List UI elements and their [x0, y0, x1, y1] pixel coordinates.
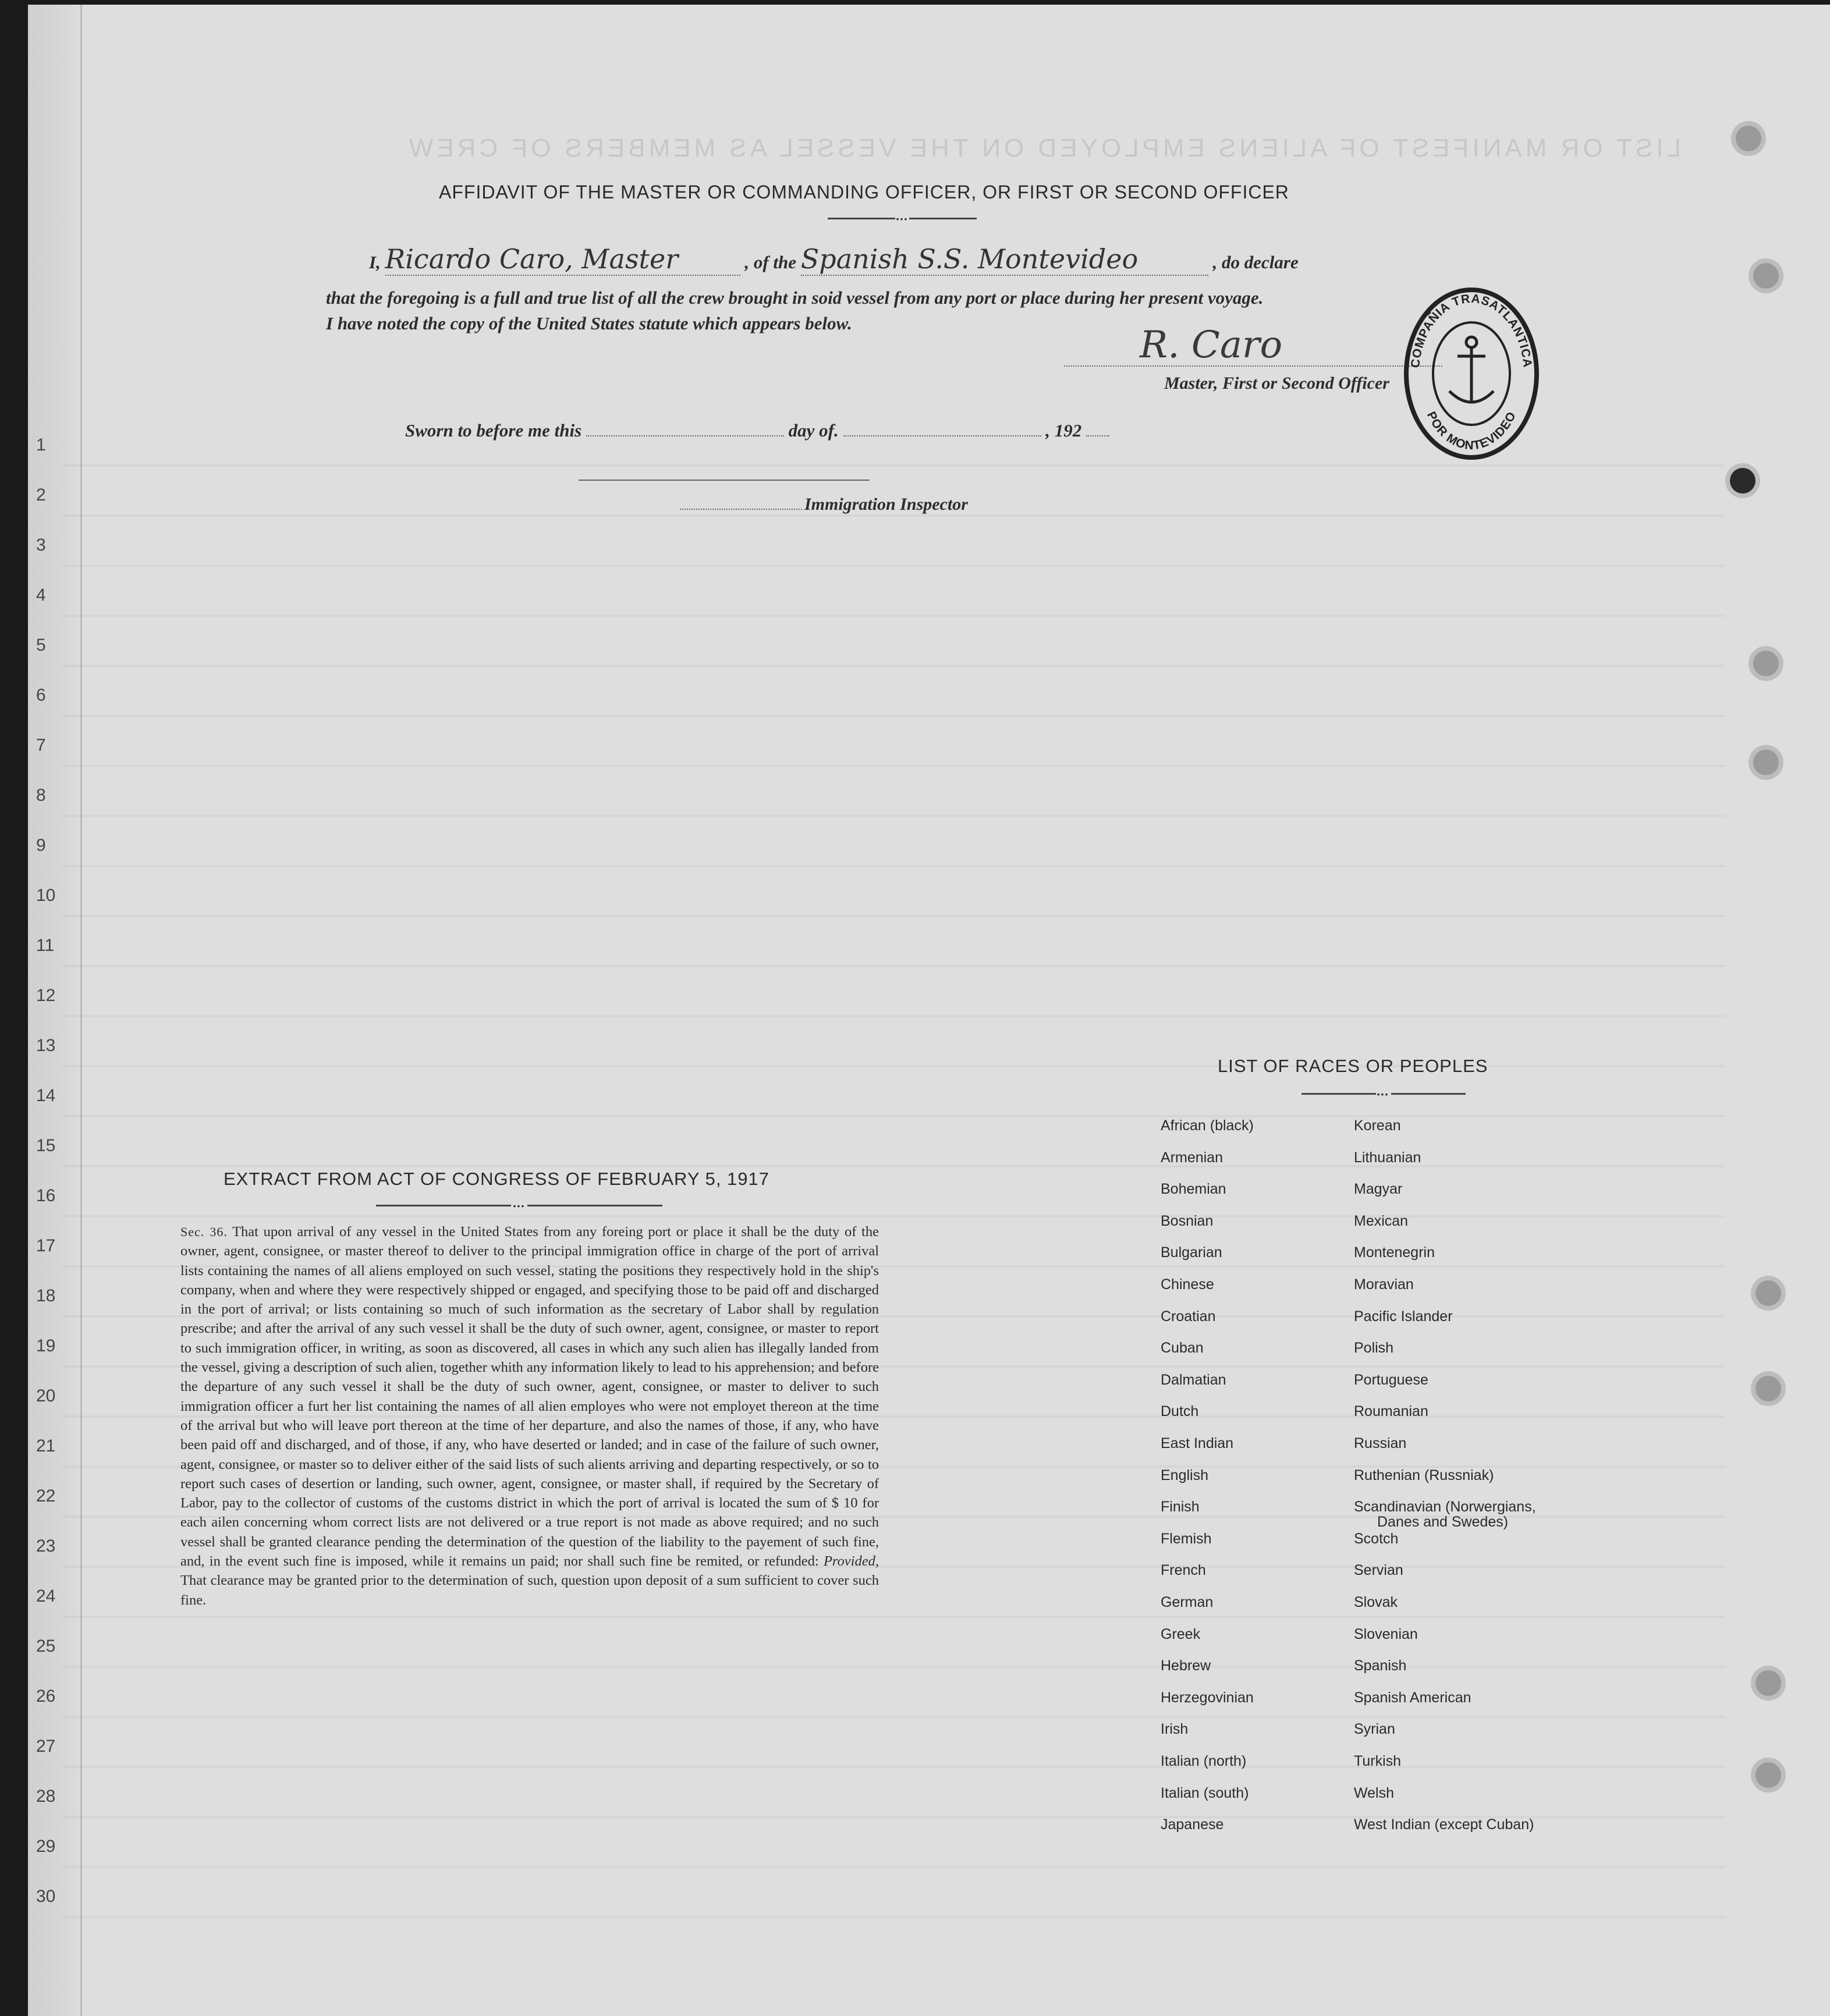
extract-title: EXTRACT FROM ACT OF CONGRESS OF FEBRUARY 5, 1917 — [224, 1169, 770, 1189]
margin-row-number: 17 — [36, 1236, 56, 1255]
races-title-rule — [1301, 1093, 1376, 1095]
margin-row-number: 6 — [36, 686, 46, 705]
margin-row-number: 20 — [36, 1386, 56, 1405]
bleed-through-header: LIST OR MANIFEST OF ALIENS EMPLOYED ON THE VESSEL AS MEMBERS OF CREW — [405, 134, 1681, 162]
margin-row-number: 16 — [36, 1186, 56, 1205]
race-item: Herzegovinian — [1161, 1689, 1254, 1706]
affidavit-line-2: that the foregoing is a full and true list of all the crew brought in soid vessel from any port or place during her present voyage. — [326, 288, 1264, 308]
binder-hole — [1753, 750, 1779, 775]
race-item: Scotch — [1354, 1530, 1399, 1547]
binder-hole — [1736, 126, 1761, 151]
margin-row-number: 22 — [36, 1486, 56, 1506]
extract-section: Sec. 36. — [180, 1224, 228, 1239]
bleed-through-row — [63, 915, 1725, 917]
margin-row-number: 24 — [36, 1586, 56, 1606]
seal-top-text: COMPAÑIA TRASATLANTICA — [1409, 292, 1534, 369]
race-item: German — [1161, 1594, 1214, 1610]
race-item: Korean — [1354, 1117, 1401, 1134]
bleed-through-row — [63, 1215, 1725, 1218]
margin-row-number: 15 — [36, 1136, 56, 1155]
race-item: Scandinavian (Norwergians, — [1354, 1499, 1536, 1515]
margin-row-number: 30 — [36, 1887, 56, 1906]
sworn-prefix: Sworn to before me this — [405, 420, 582, 441]
race-item: Slovak — [1354, 1594, 1398, 1610]
affidavit-title-rule — [828, 218, 895, 219]
race-item: East Indian — [1161, 1435, 1234, 1451]
race-item: Dutch — [1161, 1403, 1199, 1420]
race-item: Flemish — [1161, 1530, 1212, 1547]
margin-row-number: 18 — [36, 1286, 56, 1305]
sworn-line — [405, 419, 1109, 441]
margin-row-number: 5 — [36, 636, 46, 655]
race-item: Spanish American — [1354, 1689, 1471, 1706]
race-item: Cuban — [1161, 1340, 1204, 1357]
race-item: African (black) — [1161, 1117, 1254, 1134]
margin-row-number: 4 — [36, 585, 46, 605]
inspector-dotted-line — [680, 509, 802, 510]
race-item: Lithuanian — [1354, 1149, 1421, 1166]
manifest-page — [28, 5, 1830, 2016]
race-item: West Indian (except Cuban) — [1354, 1816, 1534, 1833]
bleed-through-row — [63, 665, 1725, 667]
bleed-through-row — [63, 1115, 1725, 1117]
race-item: Greek — [1161, 1625, 1201, 1642]
bleed-through-row — [63, 965, 1725, 967]
margin-row-number: 2 — [36, 485, 46, 505]
affidavit-line-3: I have noted the copy of the United States statute which appears below. — [326, 313, 852, 333]
extract-tail: That clearance may be granted prior to the determination of such, question upon deposit of a sum sufficient to cover such fine. — [180, 1573, 879, 1608]
margin-row-number: 3 — [36, 535, 46, 555]
margin-row-number: 14 — [36, 1086, 56, 1105]
race-item: Portuguese — [1354, 1371, 1428, 1388]
race-item: Pacific Islander — [1354, 1308, 1453, 1325]
seal-bottom-text: POR MONTEVIDEO — [1424, 409, 1519, 453]
margin-row-number: 10 — [36, 886, 56, 905]
margin-row-number: 28 — [36, 1787, 56, 1806]
company-seal — [1403, 286, 1540, 461]
margin-row-number: 7 — [36, 736, 46, 755]
anchor-icon — [1449, 337, 1494, 403]
bleed-through-row — [63, 1165, 1725, 1167]
race-item: Polish — [1354, 1340, 1394, 1357]
race-item: English — [1161, 1467, 1208, 1483]
race-item: Armenian — [1161, 1149, 1223, 1166]
race-item: Montenegrin — [1354, 1244, 1435, 1261]
extract-provided: Provided, — [823, 1553, 879, 1570]
margin-row-number: 29 — [36, 1837, 56, 1856]
race-item: Irish — [1161, 1721, 1189, 1738]
race-item: Welsh — [1354, 1784, 1395, 1801]
bleed-through-row — [63, 1866, 1725, 1868]
race-item-continuation: Danes and Swedes) — [1377, 1514, 1509, 1531]
race-item: Syrian — [1354, 1721, 1395, 1738]
binder-hole — [1730, 468, 1755, 494]
race-item: Magyar — [1354, 1181, 1403, 1198]
binder-hole — [1755, 1376, 1781, 1401]
affidavit-title-rule — [909, 218, 977, 219]
extract-title-rule — [527, 1205, 662, 1206]
master-name: Ricardo Caro, Master — [385, 243, 740, 276]
affidavit-prefix: I, — [369, 252, 381, 272]
race-item: Ruthenian (Russniak) — [1354, 1467, 1494, 1483]
sworn-day-field[interactable] — [586, 419, 784, 436]
races-title-rule — [1391, 1093, 1466, 1095]
vessel-name: Spanish S.S. Montevideo — [801, 243, 1208, 276]
bleed-through-row — [63, 1766, 1725, 1768]
bleed-through-row — [63, 765, 1725, 767]
race-item: Mexican — [1354, 1212, 1409, 1229]
race-item: Servian — [1354, 1562, 1403, 1579]
margin-row-number: 1 — [36, 435, 46, 455]
extract-title-rule — [376, 1205, 511, 1206]
race-item: Russian — [1354, 1435, 1407, 1451]
bleed-through-row — [63, 1616, 1725, 1618]
signature-line — [1064, 365, 1442, 367]
declare-label: , do declare — [1212, 252, 1299, 272]
race-item: Chinese — [1161, 1276, 1214, 1293]
binder-hole — [1755, 1670, 1781, 1696]
margin-row-number: 12 — [36, 986, 56, 1005]
ornament: ••• — [1377, 1089, 1389, 1099]
race-item: Italian (south) — [1161, 1784, 1249, 1801]
affidavit-title: AFFIDAVIT OF THE MASTER OR COMMANDING OFFICER, OR FIRST OR SECOND OFFICER — [439, 182, 1289, 203]
margin-row-number: 13 — [36, 1036, 56, 1055]
race-item: Japanese — [1161, 1816, 1224, 1833]
sworn-year-label: , 192 — [1045, 420, 1082, 441]
bleed-through-row — [63, 815, 1725, 817]
race-item: French — [1161, 1562, 1206, 1579]
margin-row-number: 11 — [36, 936, 55, 955]
bleed-through-row — [63, 464, 1725, 467]
race-item: Hebrew — [1161, 1657, 1211, 1674]
sworn-day-label: day of. — [788, 420, 839, 441]
race-item: Turkish — [1354, 1753, 1402, 1769]
left-binding-strip — [28, 5, 82, 2016]
bleed-through-row — [63, 1015, 1725, 1017]
bleed-through-row — [63, 1716, 1725, 1718]
race-item: Croatian — [1161, 1308, 1216, 1325]
signature-label: Master, First or Second Officer — [1164, 374, 1389, 393]
extract-text: That upon arrival of any vessel in the United States from any foreing port or place it shall be the duty of the owner, agent, consignee, or master thereof to deliver to the principal immigration office in charge of the port of arrival lists containing the names of all aliens employed on such vessel, stating the positions they respectively hold in the ship's company, when and where they were respectively shipped or engaged, and specifying those to be paid off and discharged in the port of arrival; or lists containing so much of such information as the secretary of Labor shall by regulation prescribe; and after the arrival of any such vessel it shall be the duty of such owner, agent, consignee, or master to report to such immigration officer, in writing, as soon as discovered, all cases in which any such alien has illegally landed from the vessel, giving a description of such alien, together whith any information likely to lead to his apprehension; and before the departure of any such vessel it shall be the duty of such owner, agent, consignee, or master to deliver to such immigration officer a furt her list containing the names of all alien employes who were not employet thereon at the time of the arrival but who will leave port thereon at the time of her departure, and also the names of those, if any, who have been paid off and discharged, and of those, if any, who have deserted or landed; and in case of the failure of such owner, agent, consignee, or master so to deliver either of the said lists of such alients arriving and departing respectively, or so to report such cases of desertion or landing, such owner, agent, consignee, or master shall, if required by the Secretary of Labor, pay to the collector of customs of the customs district in which the port of arrival is located the sum of $ 10 for each ailen concerning whom correct lists are not delivered or a true report is not made as above required; and no such vessel shall be granted clearance pending the determination of the question of the liability to the payement of such fine, and, in the event such fine is imposed, while it remains un paid; nor shall such fine be remited, or refunded: — [180, 1224, 879, 1570]
race-item: Bohemian — [1161, 1181, 1226, 1198]
race-item: Dalmatian — [1161, 1371, 1226, 1388]
margin-row-number: 9 — [36, 836, 46, 855]
affidavit-line-1 — [369, 243, 1299, 276]
of-the-label: , of the — [744, 252, 797, 272]
race-item: Spanish — [1354, 1657, 1407, 1674]
race-item: Slovenian — [1354, 1625, 1418, 1642]
binder-hole — [1755, 1280, 1781, 1306]
race-item: Roumanian — [1354, 1403, 1428, 1420]
inspector-label: Immigration Inspector — [804, 495, 968, 514]
bleed-through-row — [63, 565, 1725, 567]
race-item: Finish — [1161, 1499, 1200, 1515]
sworn-month-field[interactable] — [843, 419, 1041, 436]
binder-hole — [1753, 651, 1779, 676]
bleed-through-row — [63, 514, 1725, 517]
races-title: LIST OF RACES OR PEOPLES — [1218, 1056, 1488, 1076]
margin-row-number: 23 — [36, 1536, 56, 1556]
margin-row-number: 19 — [36, 1336, 56, 1355]
extract-body — [180, 1222, 879, 1610]
race-item: Moravian — [1354, 1276, 1414, 1293]
bleed-through-row — [63, 865, 1725, 867]
binder-hole — [1753, 263, 1779, 289]
race-item: Bosnian — [1161, 1212, 1214, 1229]
margin-row-number: 27 — [36, 1737, 56, 1756]
bleed-through-row — [63, 1916, 1725, 1918]
bleed-through-row — [63, 615, 1725, 617]
race-item: Bulgarian — [1161, 1244, 1222, 1261]
binder-hole — [1755, 1762, 1781, 1788]
margin-row-number: 8 — [36, 786, 46, 805]
inspector-signature-line[interactable] — [579, 480, 870, 481]
master-signature: R. Caro — [1140, 324, 1283, 367]
bleed-through-row — [63, 1666, 1725, 1668]
margin-row-number: 26 — [36, 1687, 56, 1706]
ornament: ••• — [513, 1201, 526, 1211]
ornament: ••• — [896, 214, 909, 223]
bleed-through-row — [63, 715, 1725, 717]
race-item: Italian (north) — [1161, 1753, 1247, 1769]
sworn-year-field[interactable] — [1086, 419, 1109, 436]
margin-row-number: 25 — [36, 1637, 56, 1656]
margin-row-number: 21 — [36, 1436, 56, 1456]
